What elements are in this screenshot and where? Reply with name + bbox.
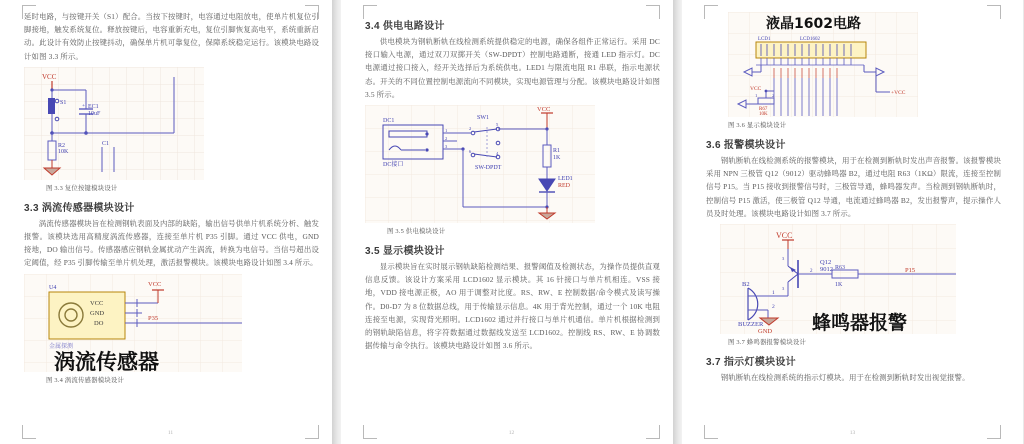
paragraph-indicator-module: 钢轨断轨在线检测系统的指示灯模块。用于在检测到断轨时发出视觉报警。 <box>720 373 970 383</box>
page-gutter-1 <box>332 0 341 444</box>
eddy-current-sensor-schematic <box>24 274 242 372</box>
svg-text:涡流传感器: 涡流传感器 <box>54 349 159 372</box>
svg-text:10uF: 10uF <box>88 110 101 117</box>
svg-text:+VCC: +VCC <box>891 90 906 96</box>
figure-caption: 图 3.3 复位按键模块设计 <box>46 184 118 192</box>
svg-text:3: 3 <box>782 286 785 292</box>
svg-text:1K: 1K <box>553 155 561 162</box>
svg-text:LED1: LED1 <box>558 176 573 183</box>
page-content <box>24 10 319 428</box>
document-page-13 <box>682 0 1023 444</box>
heading-3-7: 3.7 指示灯模块设计 <box>706 357 796 369</box>
svg-text:R2: R2 <box>58 142 66 149</box>
svg-text:VCC: VCC <box>537 106 551 114</box>
svg-text:B2: B2 <box>742 281 750 289</box>
svg-text:10K: 10K <box>759 112 768 117</box>
svg-text:S1: S1 <box>60 99 67 106</box>
svg-text:BUZZER: BUZZER <box>738 321 764 329</box>
page-number: 13 <box>849 430 856 436</box>
svg-text:3: 3 <box>445 144 448 150</box>
reset-button-schematic <box>24 67 204 180</box>
heading-3-3: 3.3 涡流传感器模块设计 <box>24 202 135 214</box>
svg-text:6: 6 <box>469 149 472 155</box>
page-gutter-2 <box>673 0 682 444</box>
figure-3-6 <box>706 12 1001 129</box>
svg-text:LCD1602: LCD1602 <box>800 37 820 42</box>
svg-text:U4: U4 <box>49 284 57 291</box>
figure-3-3 <box>24 67 319 192</box>
paragraph-display-module: 显示模块旨在实时展示钢轨缺陷检测结果、报警阈值及检测状态，为操作员提供直观信息反馈。该设计方案采用 LCD1602 显示模块。其 16 针接口与单片机相连。VSS 接地，VDD 接电源正极，AO 用于调整对比度。RS、RW、E 控制数据/命令模式及读写操作。D0-D7 为 8 位数据总线，用于传输显示信息。4K 用于背光控制，通过一个 10K 电阻连接至电源，实现背光照明。LCD1602 通过并行接口与单片机通信。单片机根据检测到的钢轨缺陷信息，将字符数据通过数据线发送至 LCD1602。控制线 RS、RW、E 协调数据传输与命令执行。该模块电路设计如图 3.6 所示。 <box>365 262 660 351</box>
svg-text:液晶1602电路: 液晶1602电路 <box>766 16 861 32</box>
svg-text:金属探测: 金属探测 <box>49 343 74 350</box>
svg-text:2: 2 <box>810 269 813 275</box>
paragraph-alarm-module: 钢轨断轨在线检测系统的报警模块，用于在检测到断轨时发出声音报警。该报警模块采用 NPN 三极管 Q12（9012）驱动蜂鸣器 B2，通过电阻 R63（1KΩ）限流，连接至控制信号 P15。当 P15 接收到报警信号时，三极管导通，蜂鸣器发声。当检测到钢轨断轨时，控制信号 P15 激活，使三极管 Q12 导通，电流通过蜂鸣器 B2，发出报警声，提示操作人员及时处理。该模块电路设计如图 3.7 所示。 <box>706 156 1001 218</box>
svg-text:2: 2 <box>469 126 472 132</box>
figure-3-5 <box>365 105 660 235</box>
svg-text:GND: GND <box>90 309 105 317</box>
svg-text:SW1: SW1 <box>477 115 489 122</box>
svg-text:DC1: DC1 <box>383 118 395 125</box>
figure-caption: 图 3.4 涡流传感器模块设计 <box>46 376 125 384</box>
page-content <box>706 10 1001 428</box>
svg-text:DC接口: DC接口 <box>383 162 404 169</box>
svg-text:R63: R63 <box>835 265 846 272</box>
svg-text:1: 1 <box>772 290 775 297</box>
heading-3-4: 3.4 供电电路设计 <box>365 21 445 32</box>
power-supply-schematic <box>365 105 595 223</box>
svg-text:R67: R67 <box>759 107 768 112</box>
document-page-11 <box>0 0 341 444</box>
page-number: 12 <box>508 430 515 436</box>
svg-text:2: 2 <box>772 304 775 311</box>
svg-text:3: 3 <box>782 256 785 262</box>
svg-text:2: 2 <box>445 136 448 142</box>
svg-text:VCC: VCC <box>776 231 793 241</box>
document-page-12 <box>341 0 682 444</box>
svg-text:VCC: VCC <box>90 299 104 307</box>
svg-text:C1: C1 <box>102 140 110 147</box>
paragraph-reset-circuit: 延时电路，与按键开关（S1）配合。当按下按键时，电容通过电阻放电，使单片机复位引脚接地，触发系统复位。释放按键后，电容重新充电，复位引脚恢复高电平，系统重新启动。此设计有效防止按键抖动，确保单片机可靠复位，保障系统稳定运行。该模块电路设计如图 3.3 所示。 <box>24 12 319 61</box>
svg-text:5: 5 <box>496 122 499 128</box>
svg-text:1K: 1K <box>835 282 843 289</box>
paragraph-power-supply: 供电模块为钢轨断轨在线检测系统提供稳定的电源，确保各组件正常运行。采用 DC 接口输入电源，通过双刀双掷开关（SW-DPDT）控制电路通断，接通 LED 指示灯。DC 电源通过接口接入，经开关选择后为系统供电。LED1 与限流电阻 R1 串联，指示电源状态。开关的不同位置控制电源流向不同模块，实现电源管理与分配。该模块电路设计如图 3.5 所示。 <box>365 37 660 99</box>
svg-text:2: 2 <box>772 93 775 98</box>
svg-text:VCC: VCC <box>750 86 762 92</box>
svg-text:GND: GND <box>758 328 773 335</box>
svg-text:SW-DPDT: SW-DPDT <box>475 165 502 172</box>
svg-text:蜂鸣器报警: 蜂鸣器报警 <box>812 312 908 335</box>
figure-3-7 <box>706 224 1001 346</box>
figure-caption: 图 3.6 显示模块设计 <box>728 122 787 129</box>
svg-text:4: 4 <box>496 151 499 157</box>
figure-caption: 图 3.5 供电模块设计 <box>387 228 446 236</box>
svg-text:EC1: EC1 <box>88 103 99 110</box>
page-number: 11 <box>167 430 174 436</box>
svg-text:P35: P35 <box>148 314 159 322</box>
paragraph-eddy-sensor: 涡流传感器模块旨在检测钢轨表面及内部的缺陷，输出信号供单片机系统分析、触发报警。该模块选用高精度涡流传感器，连接至单片机 P35 引脚。通过 VCC 供电，GND 接地，DO 输出信号。传感器感应钢轨金属扰动产生涡流，转换为电信号。当信号超出设定阈值，经 P35 引脚传输至单片机处理，激活报警模块。该模块电路设计如图 3.4 所示。 <box>24 218 319 268</box>
svg-text:Q12: Q12 <box>820 259 832 267</box>
figure-caption: 图 3.7 蜂鸣器报警模块设计 <box>728 339 807 347</box>
svg-text:10K: 10K <box>58 148 69 155</box>
svg-text:P15: P15 <box>905 267 916 275</box>
svg-text:R1: R1 <box>553 148 561 155</box>
heading-3-5: 3.5 显示模块设计 <box>365 246 445 258</box>
svg-text:1: 1 <box>445 128 448 134</box>
svg-text:+: + <box>82 102 86 109</box>
svg-text:LCD1: LCD1 <box>758 37 771 42</box>
svg-text:DO: DO <box>94 319 104 327</box>
heading-3-6: 3.6 报警模块设计 <box>706 140 786 151</box>
svg-text:RED: RED <box>558 183 570 190</box>
svg-text:VCC: VCC <box>148 280 162 288</box>
lcd1602-schematic <box>728 12 918 117</box>
svg-text:1: 1 <box>755 93 758 98</box>
page-content <box>365 10 660 428</box>
svg-text:VCC: VCC <box>42 72 57 81</box>
buzzer-alarm-schematic <box>720 224 956 334</box>
figure-3-4 <box>24 274 319 384</box>
svg-text:9012: 9012 <box>820 266 833 274</box>
